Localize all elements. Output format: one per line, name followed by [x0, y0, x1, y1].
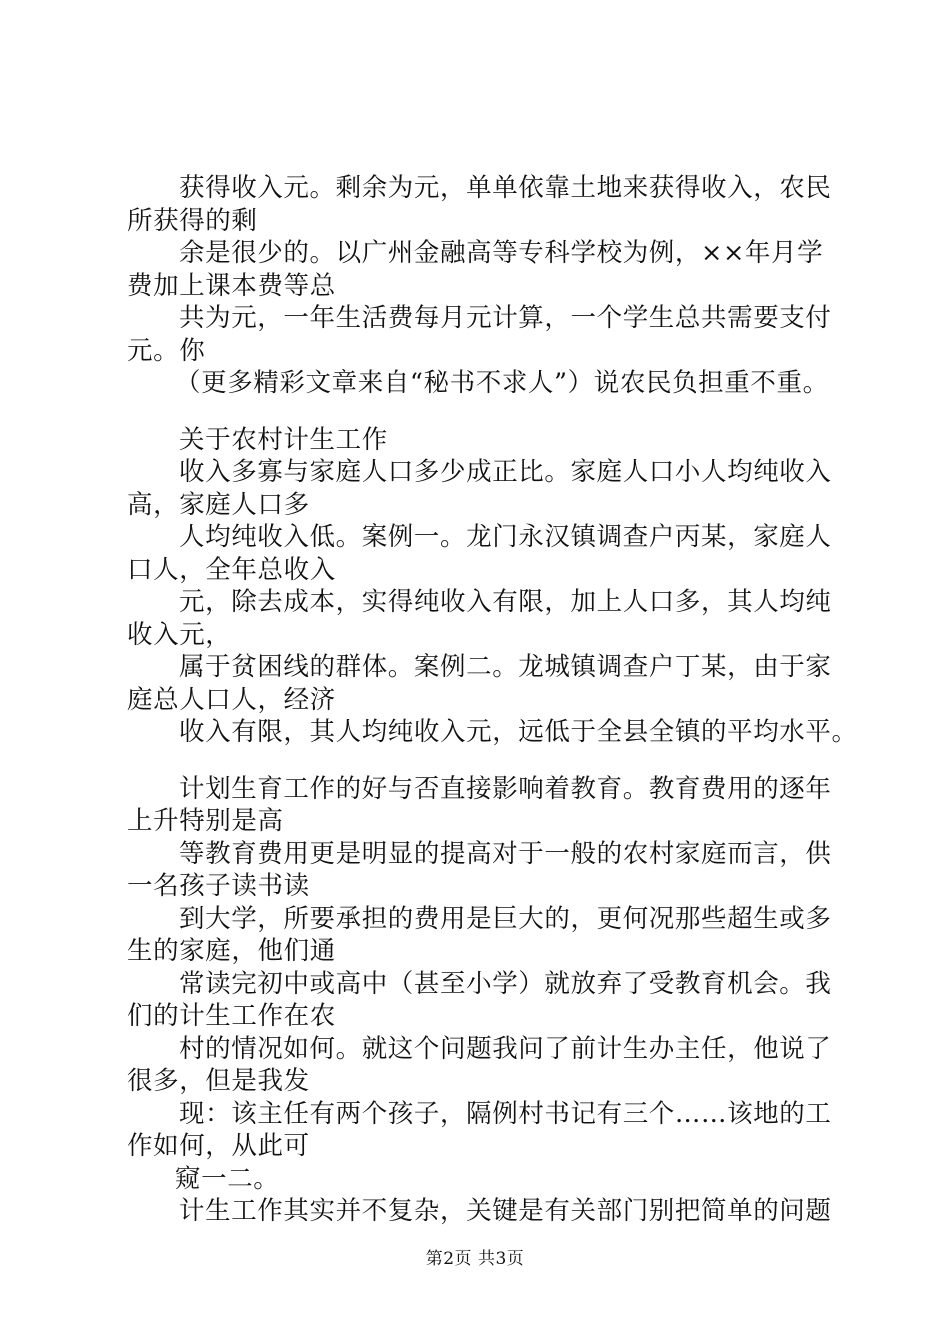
- text-line: 元，除去成本，实得纯收入有限，加上人口多，其人均纯: [179, 587, 832, 617]
- text-line: 生的家庭，他们通: [127, 936, 336, 966]
- text-line: 常读完初中或高中（甚至小学）就放弃了受教育机会。我: [179, 968, 832, 999]
- text-line: 等教育费用更是明显的提高对于一般的农村家庭而言，供: [179, 838, 832, 869]
- text-line: 窥一二。: [175, 1163, 280, 1194]
- document-body: [127, 172, 867, 1228]
- text-line: 到大学，所要承担的费用是巨大的，更何况那些超生或多: [179, 903, 832, 934]
- section-heading: 关于农村计生工作: [179, 424, 388, 455]
- text-line: 作如何，从此可: [127, 1131, 310, 1161]
- text-line: 获得收入元。剩余为元，单单依靠土地来获得收入，农民: [179, 173, 832, 203]
- text-line: 收入元，: [127, 619, 232, 650]
- text-line: 很多，但是我发: [127, 1066, 310, 1096]
- text-line: 所获得的剩: [127, 205, 258, 236]
- paragraph-gap: [127, 400, 867, 424]
- text-line: 属于贫困线的群体。案例二。龙城镇调查户丁某，由于家: [179, 652, 832, 682]
- text-line: 村的情况如何。就这个问题我问了前计生办主任，他说了: [179, 1033, 832, 1064]
- text-line: 计生工作其实并不复杂，关键是有关部门别把简单的问题: [179, 1196, 832, 1226]
- text-line: 计划生育工作的好与否直接影响着教育。教育费用的逐年: [179, 773, 832, 804]
- text-line: 余是很少的。以广州金融高等专科学校为例，××年月学: [179, 238, 824, 268]
- text-line: 上升特别是高: [127, 806, 284, 836]
- text-line: 共为元，一年生活费每月元计算，一个学生总共需要支付: [179, 303, 832, 333]
- text-line: （更多精彩文章来自“秘书不求人”）说农民负担重不重。: [175, 368, 829, 398]
- text-line: 人均纯收入低。案例一。龙门永汉镇调查户丙某，家庭人: [179, 522, 832, 552]
- paragraph-gap: [127, 749, 867, 773]
- text-line: 们的计生工作在农: [127, 1001, 336, 1031]
- text-line: 庭总人口人，经济: [127, 684, 336, 715]
- page-number-footer: 第2页 共3页: [425, 1249, 525, 1269]
- text-line: 收入有限，其人均纯收入元，远低于全县全镇的平均水平。: [179, 717, 858, 747]
- text-line: 高，家庭人口多: [127, 489, 310, 520]
- text-line: 元。你: [127, 335, 206, 366]
- text-line: 现：该主任有两个孩子，隔例村书记有三个……该地的工: [179, 1098, 832, 1129]
- text-line: 收入多寡与家庭人口多少成正比。家庭人口小人均纯收入: [179, 457, 832, 487]
- text-line: 费加上课本费等总: [127, 270, 336, 301]
- text-line: 口人，全年总收入: [127, 554, 336, 585]
- text-line: 一名孩子读书读: [127, 871, 310, 901]
